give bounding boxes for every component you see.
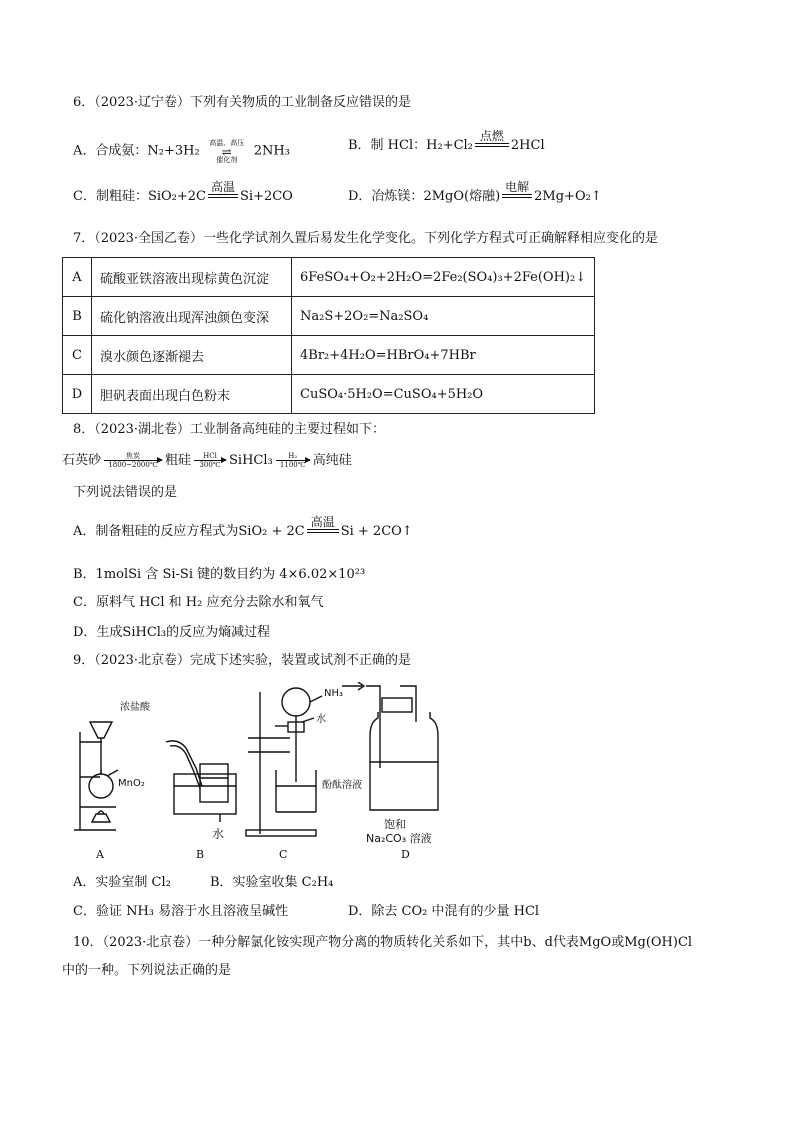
q6-option-c [73,180,293,206]
equation-cell: 6FeSO₄+O₂+2H₂O=2Fe₂(SO₄)₃+2Fe(OH)₂↓ [292,258,595,297]
row-label: C [63,336,92,375]
q6-option-c-eq-left: SiO₂+2C [147,189,206,204]
q8-option-a-condition [307,516,339,533]
q6-b-cond: 点燃 [479,129,504,143]
q6-c-cond: 高温 [210,180,235,194]
row-label: B [63,297,92,336]
q10-line-2: 中的一种。下列说法正确的是 [62,963,232,978]
figure-caption-d: D [401,848,410,861]
flow-arrow-3-bot: 1100℃ [279,461,306,469]
label-nh3: NH₃ [324,688,344,699]
q6-option-d-eq-left: 2MgO(熔融) [423,189,501,204]
q9-option-b: B．实验室收集 C₂H₄ [210,875,334,890]
q7-stem: 7．（2023·全国乙卷）一些化学试剂久置后易发生化学变化。下列化学方程式可正确解释相应变化的是 [73,231,658,246]
q6-option-a-condition: 高温、高压 ⇌ 催化剂 [202,137,252,165]
flow-step-4: 高纯硅 [312,453,352,468]
flow-arrow-2-bot: 300℃ [199,461,221,469]
q8-a-cond: 高温 [310,515,335,529]
label-water-b: 水 [212,827,225,841]
q6-option-c-eq-right: Si+2CO [240,189,293,204]
flow-step-2: 粗硅 [165,453,192,468]
q9-option-d: D．除去 CO₂ 中混有的少量 HCl [348,904,540,919]
row-label: A [63,258,92,297]
flow-arrow-1 [104,452,162,469]
q6-option-d-eq-right: 2Mg+O₂↑ [534,189,602,204]
flow-arrow-1-top: 焦炭 [126,452,141,460]
q6-option-a-eq-left: N₂+3H₂ [147,143,200,159]
phenomenon-cell: 溴水颜色逐渐褪去 [92,336,292,375]
figure-caption-b: B [196,848,205,861]
table-row [63,336,595,375]
q6-option-d [348,180,602,206]
flow-step-1: 石英砂 [62,453,102,468]
q8-option-a-text: A．制备粗硅的反应方程式为 [73,524,239,539]
q9-option-a: A．实验室制 Cl₂ [73,875,171,890]
q8-option-a-eq-left: SiO₂ + 2C [238,524,305,539]
q8-stem: 8．（2023·湖北卷）工业制备高纯硅的主要过程如下： [73,422,385,437]
q6-option-b-eq-left: H₂+Cl₂ [426,138,473,153]
table-row [63,375,595,414]
q6-option-b [348,129,545,155]
q6-option-c-condition [208,181,238,198]
figure-caption-c: C [279,848,288,861]
label-saturated: 饱和 [384,818,406,831]
q8-option-a [73,515,413,541]
q6-option-a-label: A．合成氨： [73,143,148,159]
flow-arrow-1-bot: 1800~2000℃ [108,461,158,469]
q6-option-b-label: B．制 HCl： [348,138,427,153]
equation-cell: CuSO₄·5H₂O=CuSO₄+5H₂O [292,375,595,414]
q6-option-b-eq-right: 2HCl [510,138,545,153]
table-row [63,297,595,336]
equation-cell: 4Br₂+4H₂O=HBrO₄+7HBr [292,336,595,375]
q6-option-b-condition [475,130,509,147]
q9-apparatus-figure [70,682,470,847]
flow-arrow-2 [194,452,226,469]
q9-stem: 9．（2023·北京卷）完成下述实验，装置或试剂不正确的是 [73,653,411,668]
phenomenon-cell: 胆矾表面出现白色粉末 [92,375,292,414]
q6-a-cond-bot: 催化剂 [216,156,238,164]
q8-ask: 下列说法错误的是 [73,485,178,500]
q8-option-b: B．1molSi 含 Si-Si 键的数目约为 4×6.02×10²³ [73,567,366,582]
q8-option-d: D．生成SiHCl₃的反应为熵减过程 [73,625,271,640]
q6-option-d-condition [502,181,532,198]
label-acid: 浓盐酸 [120,702,150,713]
q10-line-1: 10．（2023·北京卷）一种分解氯化铵实现产物分离的物质转化关系如下，其中b、d代表MgO或Mg(OH)Cl [73,935,693,950]
q6-option-c-label: C．制粗硅： [73,189,148,204]
flow-step-3: SiHCl₃ [229,453,273,468]
q6-option-a [73,137,290,165]
q6-a-cond-top: 高温、高压 [209,139,245,147]
q6-d-cond: 电解 [505,180,530,194]
q6-stem: 6．（2023·辽宁卷）下列有关物质的工业制备反应错误的是 [73,95,411,110]
q6-option-d-label: D．冶炼镁： [348,189,424,204]
flow-arrow-2-top: HCl [203,452,217,460]
q8-option-c: C．原料气 HCl 和 H₂ 应充分去除水和氧气 [73,595,324,610]
q8-option-a-eq-right: Si + 2CO↑ [340,524,413,539]
q6-option-a-eq-right: 2NH₃ [253,143,290,159]
figure-caption-a: A [96,848,104,861]
label-mno2: MnO₂ [118,778,145,789]
flow-arrow-3-top: H₂ [288,452,298,460]
label-na2co3: Na₂CO₃ 溶液 [366,832,432,845]
phenomenon-cell: 硫化钠溶液出现浑浊颜色变深 [92,297,292,336]
q9-option-c: C．验证 NH₃ 易溶于水且溶液呈碱性 [73,904,289,919]
row-label: D [63,375,92,414]
phenomenon-cell: 硫酸亚铁溶液出现棕黄色沉淀 [92,258,292,297]
table-row [63,258,595,297]
q7-table [62,257,595,414]
label-phenol: 酚酞溶液 [322,780,362,791]
equation-cell: Na₂S+2O₂=Na₂SO₄ [292,297,595,336]
label-water-c: 水 [316,714,326,725]
flow-arrow-3 [276,452,310,469]
q8-flow [62,452,352,470]
